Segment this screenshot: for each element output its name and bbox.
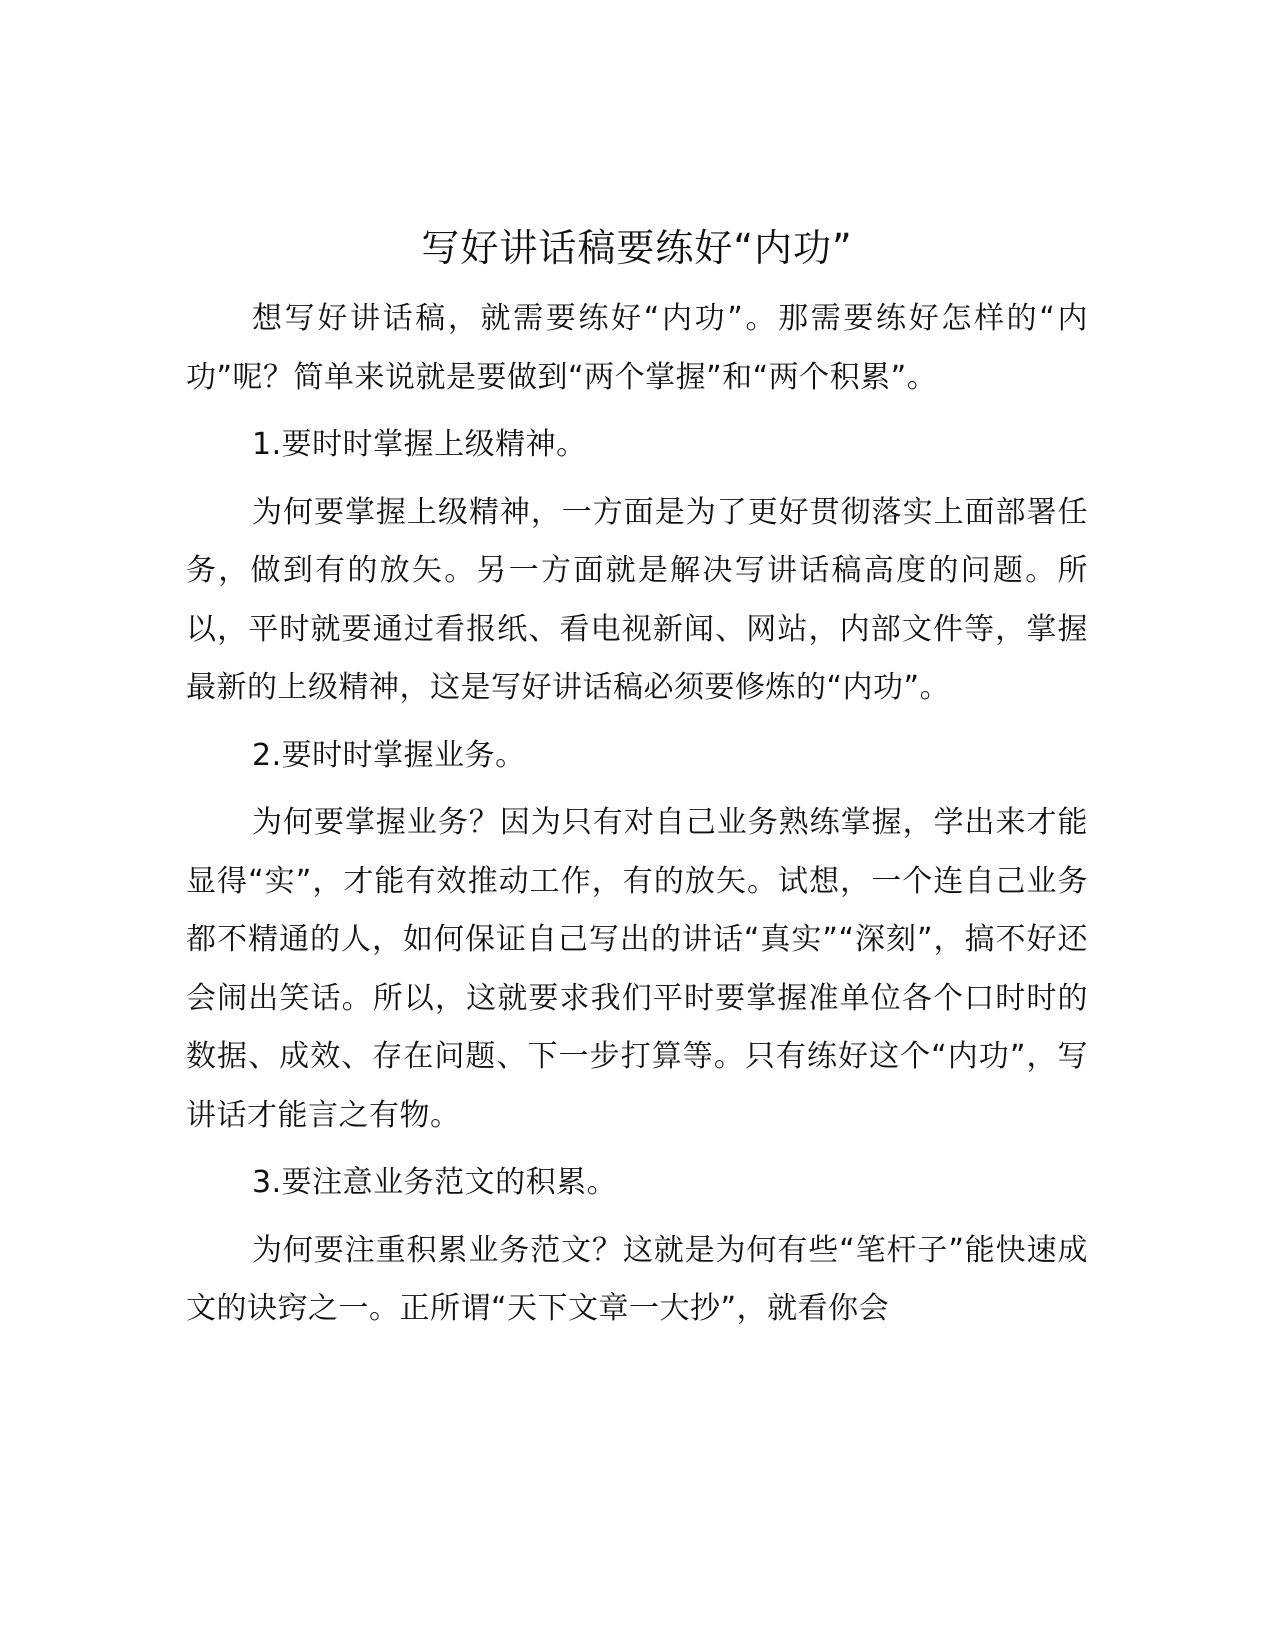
section-heading-2: 2.要时时掌握业务。 bbox=[252, 737, 526, 773]
intro-paragraph: 想写好讲话稿，就需要练好“内功”。那需要练好怎样的“内功”呢？简单来说就是要做到“两个掌握”和“两个积累”。 bbox=[186, 301, 1088, 395]
section-body-2: 为何要掌握业务？因为只有对自己业务熟练掌握，学出来才能显得“实”，才能有效推动工作，有的放矢。试想，一个连自己业务都不精通的人，如何保证自己写出的讲话“真实”“深刻”，搞不好还会闹出笑话。所以，这就要求我们平时要掌握准单位各个口时时的数据、成效、存在问题、下一步打算等。只有练好这个“内功”，写讲话才能言之有物。 bbox=[186, 805, 1088, 1133]
document-page bbox=[186, 218, 1088, 1348]
section-heading-3: 3.要注意业务范文的积累。 bbox=[252, 1165, 618, 1200]
section-body-1: 为何要掌握上级精神，一方面是为了更好贯彻落实上面部署任务，做到有的放矢。另一方面就是解决写讲话稿高度的问题。所以，平时就要通过看报纸、看电视新闻、网站，内部文件等，掌握最新的上级精神，这是写好讲话稿必须要修炼的“内功”。 bbox=[186, 494, 1088, 705]
section-heading-1: 1.要时时掌握上级精神。 bbox=[252, 427, 587, 462]
section-body-3: 为何要注重积累业务范文？这就是为何有些“笔杆子”能快速成文的诀窍之一。正所谓“天下文章一大抄”，就看你会 bbox=[186, 1232, 1088, 1326]
document-title: 写好讲话稿要练好“内功” bbox=[421, 226, 853, 270]
